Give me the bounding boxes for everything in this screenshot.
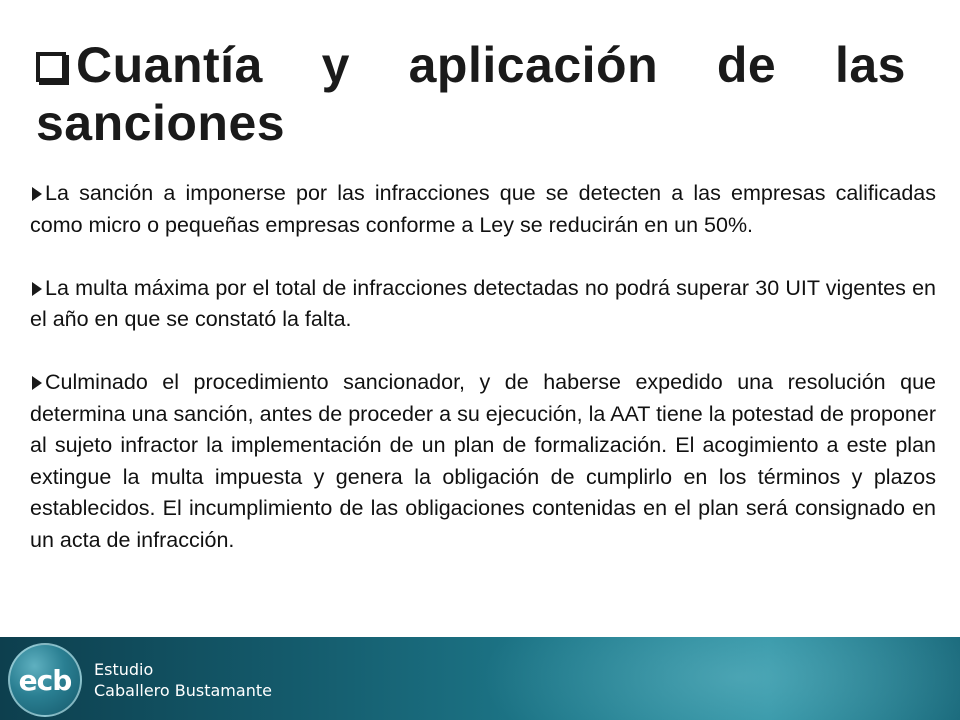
company-logo: [8, 643, 82, 717]
arrow-bullet-icon: [32, 187, 42, 201]
title-word: de: [716, 37, 777, 93]
arrow-bullet-icon: [32, 376, 42, 390]
checkbox-icon: [36, 52, 66, 82]
footer-glow: [480, 637, 960, 720]
title-line-1: [36, 36, 906, 94]
title-word: y: [321, 37, 350, 93]
paragraph-text: La sanción a imponerse por las infracciones que se detecten a las empresas calificadas como micro o pequeñas empresas conforme a Ley se reducirán en un 50%.: [30, 181, 936, 237]
bullet-paragraph: [30, 273, 936, 336]
paragraph-text: Culminado el procedimiento sancionador, y de haberse expedido una resolución que determina una sanción, antes de proceder a su ejecución, la AAT tiene la potestad de proponer al sujeto infractor la implementación de un plan de formalización. El acogimiento a este plan extingue la multa impuesta y genera la obligación de cumplirlo en los términos y plazos establecidos. El incumplimiento de las obligaciones contenidas en el plan será consignado en un acta de infracción.: [30, 370, 936, 552]
title-line-2: sanciones: [36, 95, 286, 151]
paragraph-text: La multa máxima por el total de infracciones detectadas no podrá superar 30 UIT vigentes en el año en que se constató la falta.: [30, 275, 936, 331]
title-word: Cuantía: [76, 37, 263, 93]
brand-line-2: Caballero Bustamante: [94, 681, 272, 700]
slide-body: [30, 178, 936, 556]
brand-line-1: Estudio: [94, 660, 154, 679]
bullet-paragraph: [30, 367, 936, 556]
brand-name: [94, 659, 272, 701]
title-word: las: [834, 37, 906, 93]
slide-title: [36, 36, 906, 152]
title-word: aplicación: [408, 37, 659, 93]
bullet-paragraph: [30, 178, 936, 241]
logo-text: ecb: [18, 663, 72, 697]
arrow-bullet-icon: [32, 282, 42, 296]
footer-banner: [0, 637, 960, 720]
title-lead: [36, 36, 263, 94]
